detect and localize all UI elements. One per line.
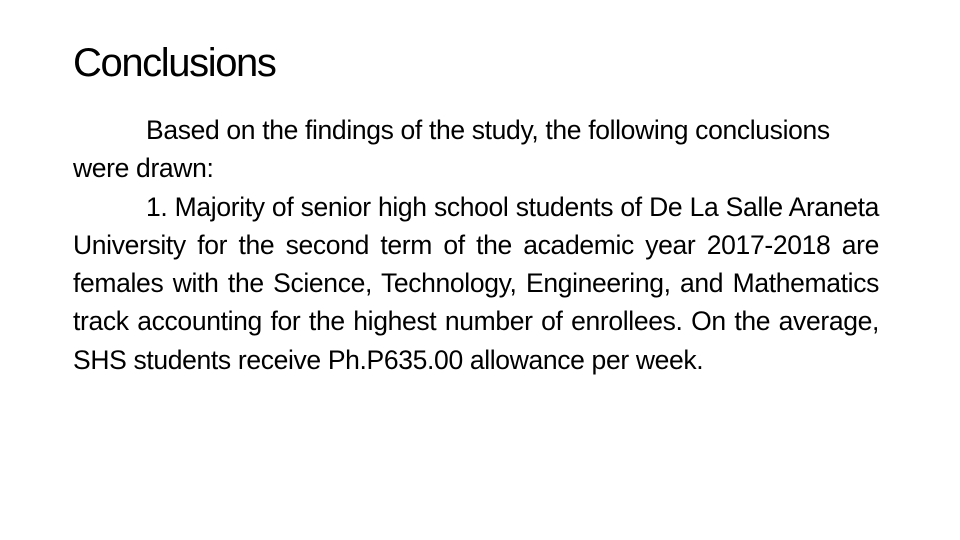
conclusion-item-1: 1. Majority of senior high school students of De La Salle Araneta University for the second term of the academic year 2017-2018 are females with the Science, Technology, Engineering, and Mathematics track accounting for the highest number of enrollees. On the average, SHS students receive Ph.P635.00 allowance per week.: [73, 191, 879, 375]
intro-paragraph: Based on the findings of the study, the following conclusions were drawn:: [73, 115, 830, 184]
slide-title: Conclusions: [73, 41, 276, 85]
slide-body: [73, 111, 879, 379]
